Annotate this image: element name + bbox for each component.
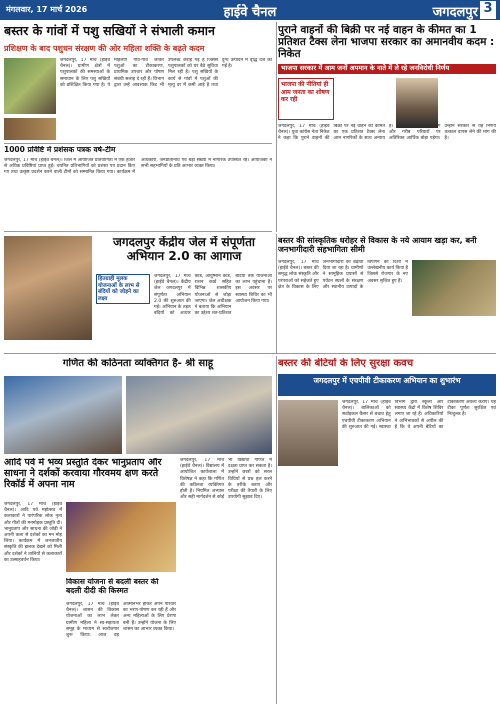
story-9-body: जगदलपुर, 17 मार्च (हाईवे चैनल)। शासन की विकास योजनाओं का लाभ लेकर ग्रामीण महिला ने स्व-सहायता समूह के माध्यम से स्वरोजगार शुरू किया। आज वह आत्मनिर्भर होकर अपने परिवार का भरण-पोषण कर रही हैं और अन्य महिलाओं के लिए प्रेरणा बनी हैं। उन्होंने योजना के लिए शासन का आभार व्यक्त किया। <box>66 602 176 639</box>
page-number: 3 <box>480 1 496 19</box>
divider <box>276 22 277 232</box>
masthead <box>0 0 500 20</box>
story-2-body: जगदलपुर, 17 मार्च (हाईवे चैनल)। युवा कांग्रेस नेता निकेत ने कहा कि पुराने वाहनों की बिक्री पर नई वाहन की कीमत का एक प्रतिशत टैक्स लेना आम नागरिकों के साथ अन्याय है। इस निर्णय से मध्यम वर्ग और गरीब परिवारों पर अतिरिक्त आर्थिक बोझ पड़ेगा। उन्होंने सरकार से यह निर्णय तत्काल वापस लेने की मांग की है। <box>278 124 496 142</box>
issue-date: मंगलवार, 17 मार्च 2026 <box>6 5 88 14</box>
story-1-body: जगदलपुर, 17 मार्च (हाईवे चैनल)। ग्रामीण क्षेत्रों में पशुपालकों की समस्याओं के समाधान के लिए पशु सखियों को प्रशिक्षित किया गया है। ये महिलाएं गांव-गांव जाकर पशुओं का टीकाकरण, प्राथमिक उपचार और पोषण संबंधी सलाह दे रही हैं। विभाग द्वारा उन्हें आवश्यक किट भी उपलब्ध कराई गई है जिससे पशुपालकों को घर बैठे सुविधा मिल रही है। पशु सखियों के कार्य से गांवों में पशुओं की मृत्यु दर में कमी आई है तथा दुग्ध उत्पादन में वृद्धि दर्ज की गई है। <box>60 58 272 88</box>
story-5-photo <box>412 260 496 316</box>
story-3-headline: 1000 प्रविष्टि में प्रशंसक पत्रक वर्ष-टीम <box>4 146 116 154</box>
story-6-photo-right <box>126 376 272 454</box>
story-4-body: जगदलपुर, 17 मार्च (हाईवे चैनल)। केंद्रीय जेल जगदलपुर में संपूर्णता अभियान 2.0 की शुरुआत की गई। अभियान के तहत बंदियों को आधार कार्ड, आयुष्मान कार्ड, राशन कार्ड सहित विभिन्न शासकीय योजनाओं से जोड़ा जाएगा। जेल अधीक्षक ने बताया कि अभियान का उद्देश्य शत-प्रतिशत बंदियों तक योजनाओं का लाभ पहुंचाना है। इस अवसर पर स्वास्थ्य शिविर का भी आयोजन किया गया। <box>154 274 272 317</box>
story-5-body: जगदलपुर, 17 मार्च (हाईवे चैनल)। बस्तर की समृद्ध लोक संस्कृति और परंपराओं को सहेजते हुए क्षेत्र के विकास के लिए जनभागीदारी को बढ़ावा दिया जा रहा है। ग्रामीणों ने सामूहिक प्रयासों से पर्यटन स्थलों के संरक्षण और स्थानीय उत्पादों के विपणन की दिशा में उल्लेखनीय कार्य किया है जिससे रोजगार के नए अवसर सृजित हुए हैं। <box>278 260 408 290</box>
story-4-headline: जगदलपुर केंद्रीय जेल में संपूर्णता अभियान 2.0 का आगाज <box>112 236 256 263</box>
divider <box>276 356 277 704</box>
story-1-photo <box>4 58 56 114</box>
story-8-body: जगदलपुर, 17 मार्च (हाईवे चैनल)। आदि पर्व महोत्सव में कलाकारों ने पारंपरिक लोक नृत्य और गीतों की मनमोहक प्रस्तुति दी। भानुप्रताप और साधना की जोड़ी ने अपनी कला से दर्शकों का मन मोह लिया। कार्यक्रम में जनजातीय संस्कृति की झलक देखने को मिली और दर्शकों ने तालियों से कलाकारों का उत्साहवर्धन किया। <box>4 502 62 563</box>
story-3-body: जगदलपुर, 17 मार्च (हाईवे चैनल)। जिले में आयोजित प्रतियोगिता में एक हजार से अधिक प्रविष्टियां प्राप्त हुईं। चयनित प्रतिभागियों को प्रशंसा पत्र प्रदान किए गए तथा उत्कृष्ट प्रदर्शन करने वाली टीमों को सम्मानित किया गया। कार्यक्रम में अधिकारी, जनप्रतिनिधि एवं बड़ी संख्या में नागरिक उपस्थित रहे। आयोजकों ने सभी सहभागियों के प्रति आभार व्यक्त किया। <box>4 158 272 176</box>
story-2-quote <box>278 78 334 120</box>
divider <box>4 143 272 144</box>
story-7-body: जगदलपुर, 17 मार्च (हाईवे चैनल)। बालिकाओं को सर्वाइकल कैंसर से बचाव हेतु एचपीवी टीकाकरण अभियान की शुरुआत की गई। स्वास्थ्य विभाग द्वारा स्कूलों और स्वास्थ्य केंद्रों में विशेष शिविर लगाए जा रहे हैं। अधिकारियों ने अभिभावकों से अपील की है कि वे अपनी बेटियों का टीकाकरण अवश्य कराएं। यह टीका पूर्णतः सुरक्षित एवं निःशुल्क है। <box>342 400 496 430</box>
story-1-headline: बस्तर के गांवों में पशु सखियों ने संभाली कमान <box>4 24 215 38</box>
divider <box>276 234 277 354</box>
story-6-body: जगदलपुर, 17 मार्च (हाईवे चैनल)। विद्यालय में आयोजित कार्यशाला में विशेषज्ञ ने कहा कि गणित की कठिनता व्यक्तिगत होती है। नियमित अभ्यास और सही मार्गदर्शन से कोई भी विद्यार्थी गणित में दक्षता प्राप्त कर सकता है। उन्होंने छात्रों को सरल विधियों से प्रश्न हल करने के तरीके बताए और परीक्षा की तैयारी के लिए उपयोगी सुझाव दिए। <box>180 458 272 501</box>
story-8-photo <box>66 502 176 572</box>
story-7-banner-text: जगदलपुर में एचपीवी टीकाकरण अभियान का शुभारंभ <box>313 376 461 385</box>
story-7-photo <box>278 400 338 466</box>
story-7-headline: बस्तर की बेटियों के लिए सुरक्षा कवच <box>278 358 414 369</box>
story-9-headline: विकास योजना से बदली बस्तर की बदली दीदी की किस्मत <box>66 578 159 595</box>
story-4-photo <box>4 236 92 340</box>
story-6-photo-left <box>4 376 122 454</box>
story-5-headline: बस्तर की सांस्कृतिक धरोहर से विकास के नये आयाम खड़ा कर, बनी जनभागीदारी सहभागिता सीमी <box>278 236 477 255</box>
story-1-subhead: प्रशिक्षण के बाद पशुधन संरक्षण की ओर महिला शक्ति के बढ़ते कदम <box>4 44 205 53</box>
edition-city: जगदलपुर <box>432 5 478 20</box>
story-4-kicker: हितग्राही मूलक योजनाओं के लाभ से बंदियों को जोड़ने का लक्ष्य <box>98 276 140 302</box>
story-7-banner <box>278 374 496 396</box>
story-2-portrait <box>396 78 438 128</box>
story-2-subhead: भाजपा सरकार में आम जनों अपमान के नाते में ले रहे जनविरोधी निर्णय <box>278 64 496 74</box>
divider <box>4 231 272 232</box>
story-6-headline: गणित की कठिनता व्यक्तिगत है- श्री साहू <box>62 358 214 369</box>
story-8-headline: आदि पर्व में भव्य प्रस्तुति देकर भानुप्रताप और साधना ने दर्शकों करवाया गौरवमय क्षण करते रिकॉर्ड में अपना नाम <box>4 458 162 490</box>
story-4-kicker-box <box>96 274 150 304</box>
story-2-headline: पुराने वाहनों की बिक्री पर नई वाहन के कीमत का 1 प्रतिशत टैक्स लेना भाजपा सरकार का अमानवीय कदम : निकेत <box>278 24 495 61</box>
paper-name: हाईवे चैनल <box>223 5 277 20</box>
story-1-photo-2 <box>4 118 56 140</box>
divider <box>4 353 496 354</box>
quote-text: भाजपा की नीतियां ही आम जनता का शोषण कर रही <box>281 81 330 103</box>
